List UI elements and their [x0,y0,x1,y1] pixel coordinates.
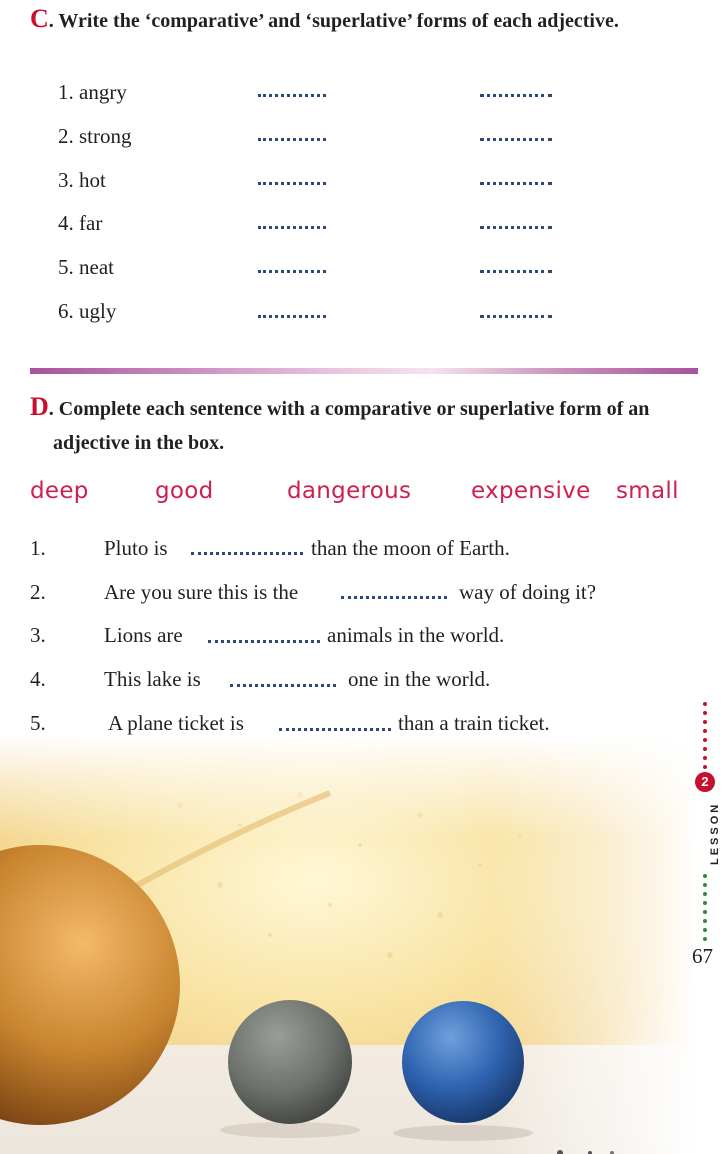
comparative-blank[interactable] [258,226,326,229]
grey-planet [228,1000,352,1124]
superlative-blank[interactable] [480,94,552,97]
adjective-item: 6. ugly [58,299,117,323]
superlative-blank[interactable] [480,270,552,273]
sentence-number: 3. [30,623,46,647]
adjective-item: 4. far [58,211,103,235]
section-c-heading [30,4,619,34]
section-d-heading [30,392,649,422]
section-c-letter: C [30,4,49,33]
sentence-number: 5. [30,711,46,735]
answer-blank[interactable] [191,552,303,555]
box-word: small [616,478,679,504]
comparative-blank[interactable] [258,315,326,318]
superlative-blank[interactable] [480,138,552,141]
sentence-end: than the moon of Earth. [311,536,510,560]
comparative-blank[interactable] [258,138,326,141]
adjective-item: 2. strong [58,124,132,148]
answer-blank[interactable] [230,684,336,687]
sentence-end: animals in the world. [327,623,505,647]
sentence-number: 1. [30,536,46,560]
box-word: expensive [471,478,591,504]
answer-blank[interactable] [341,596,447,599]
comparative-blank[interactable] [258,270,326,273]
sentence-number: 4. [30,667,46,691]
adjective-item: 1. angry [58,80,127,104]
sentence-end: than a train ticket. [398,711,550,735]
section-d-instruction-line2: adjective in the box. [53,432,225,454]
adjective-item: 5. neat [58,255,114,279]
superlative-blank[interactable] [480,226,552,229]
comparative-blank[interactable] [258,94,326,97]
sentence-start: A plane ticket is [108,711,244,735]
sentence-number: 2. [30,580,46,604]
sentence-start: Pluto is [104,536,168,560]
comparative-blank[interactable] [258,182,326,185]
superlative-blank[interactable] [480,182,552,185]
answer-blank[interactable] [279,728,391,731]
section-divider [30,368,698,374]
page-number: 67 [692,944,713,968]
sentence-start: Lions are [104,623,183,647]
section-d-letter: D [30,392,49,421]
sentence-start: This lake is [104,667,201,691]
section-c-instruction: . Write the ‘comparative’ and ‘superlative’ forms of each adjective. [48,10,619,32]
adjective-item: 3. hot [58,168,106,192]
box-word: dangerous [287,478,412,504]
box-word: deep [30,478,89,504]
blue-planet [402,1001,524,1123]
box-word: good [155,478,214,504]
section-d-instruction-line1: . Complete each sentence with a comparative or superlative form of an [48,398,650,420]
planets-illustration [0,735,700,1154]
answer-blank[interactable] [208,640,320,643]
superlative-blank[interactable] [480,315,552,318]
lesson-number-badge: 2 [695,772,715,792]
sentence-end: one in the world. [348,667,491,691]
sentence-start: Are you sure this is the [104,580,299,604]
lesson-label: LESSON [709,801,721,865]
sentence-end: way of doing it? [459,580,597,604]
